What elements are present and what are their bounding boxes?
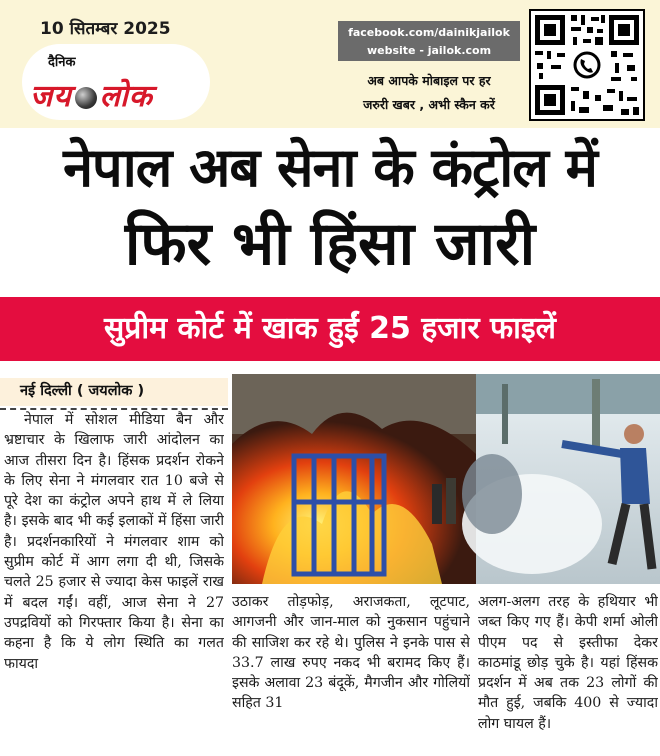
headline-line1: नेपाल अब सेना के कंट्रोल में [63, 136, 597, 199]
headline-line2: फिर भी हिंसा जारी [124, 209, 536, 279]
facebook-link[interactable]: facebook.com/dainikjailok [348, 26, 510, 39]
issue-date: 10 सितम्बर 2025 [40, 19, 171, 39]
logo-word-1: जय [30, 79, 72, 114]
scan-prompt-line1: अब आपके मोबाइल पर हर [367, 73, 491, 88]
news-photo [232, 374, 660, 584]
article-column-1: नेपाल में सोशल मीडिया बैन और भ्रष्टाचार के खिलाफ जारी आंदोलन का आज तीसरा दिन है। हिंसक प्रदर्शन रोकने के लिए सेना ने मंगलवार रात 10 बजे से पूरे देश का कंट्रोल अपने हाथ में ले लिया है। इसके बाद भी कई इलाकों में हिंसा जारी है। प्रदर्शनकारियों ने मंगलवार शाम को सुप्रीम कोर्ट में आग लगा दी थी, जिसके चलते 25 हजार से ज्यादा केस फाइलें राख में बदल गईं। वहीं, आज सेना ने 27 उपद्रवियों को गिरफ्तार किया है। सेना का कहना है कि ये लोग स्थिति का गलत फायदा [4, 412, 224, 672]
subheadline: सुप्रीम कोर्ट में खाक हुईं 25 हजार फाइलें [0, 297, 660, 361]
qr-code-graphic [531, 11, 643, 119]
paper-logo [30, 74, 153, 115]
logo-prefix: दैनिक [48, 55, 76, 70]
dateline: नई दिल्ली ( जयलोक ) [0, 378, 228, 406]
article-column-3: अलग-अलग तरह के हथियार भी जब्त किए गए हैं। केपी शर्मा ओली पीएम पद से इस्तीफा देकर काठमांडू छोड़ चुके है। यहां हिंसक प्रदर्शन में अब तक 23 लोगों की मौत हुई, जबकि 400 से ज्यादा लोग घायल हैं। [478, 594, 658, 732]
logo-word-2: लोक [99, 79, 153, 114]
scan-prompt-line2: जरुरी खबर , अभी स्कैन करें [363, 97, 495, 112]
protester-tear-gas-photo [462, 374, 660, 584]
qr-code-icon[interactable] [529, 9, 645, 121]
burning-barricade-photo [232, 374, 476, 584]
website-link[interactable]: website - jailok.com [366, 44, 492, 57]
social-box [338, 21, 520, 61]
article-column-2: उठाकर तोड़फोड़, अराजकता, लूटपाट, आगजनी और जान-माल को नुकसान पहुंचाने की साजिश कर रहे थे। पुलिस ने इनके पास से 33.7 लाख रुपए नकद भी बरामद किए हैं। इसके अलावा 23 बंदूकें, मैगजीन और गोलियों सहित 31 [232, 594, 470, 712]
ball-icon [75, 87, 97, 109]
